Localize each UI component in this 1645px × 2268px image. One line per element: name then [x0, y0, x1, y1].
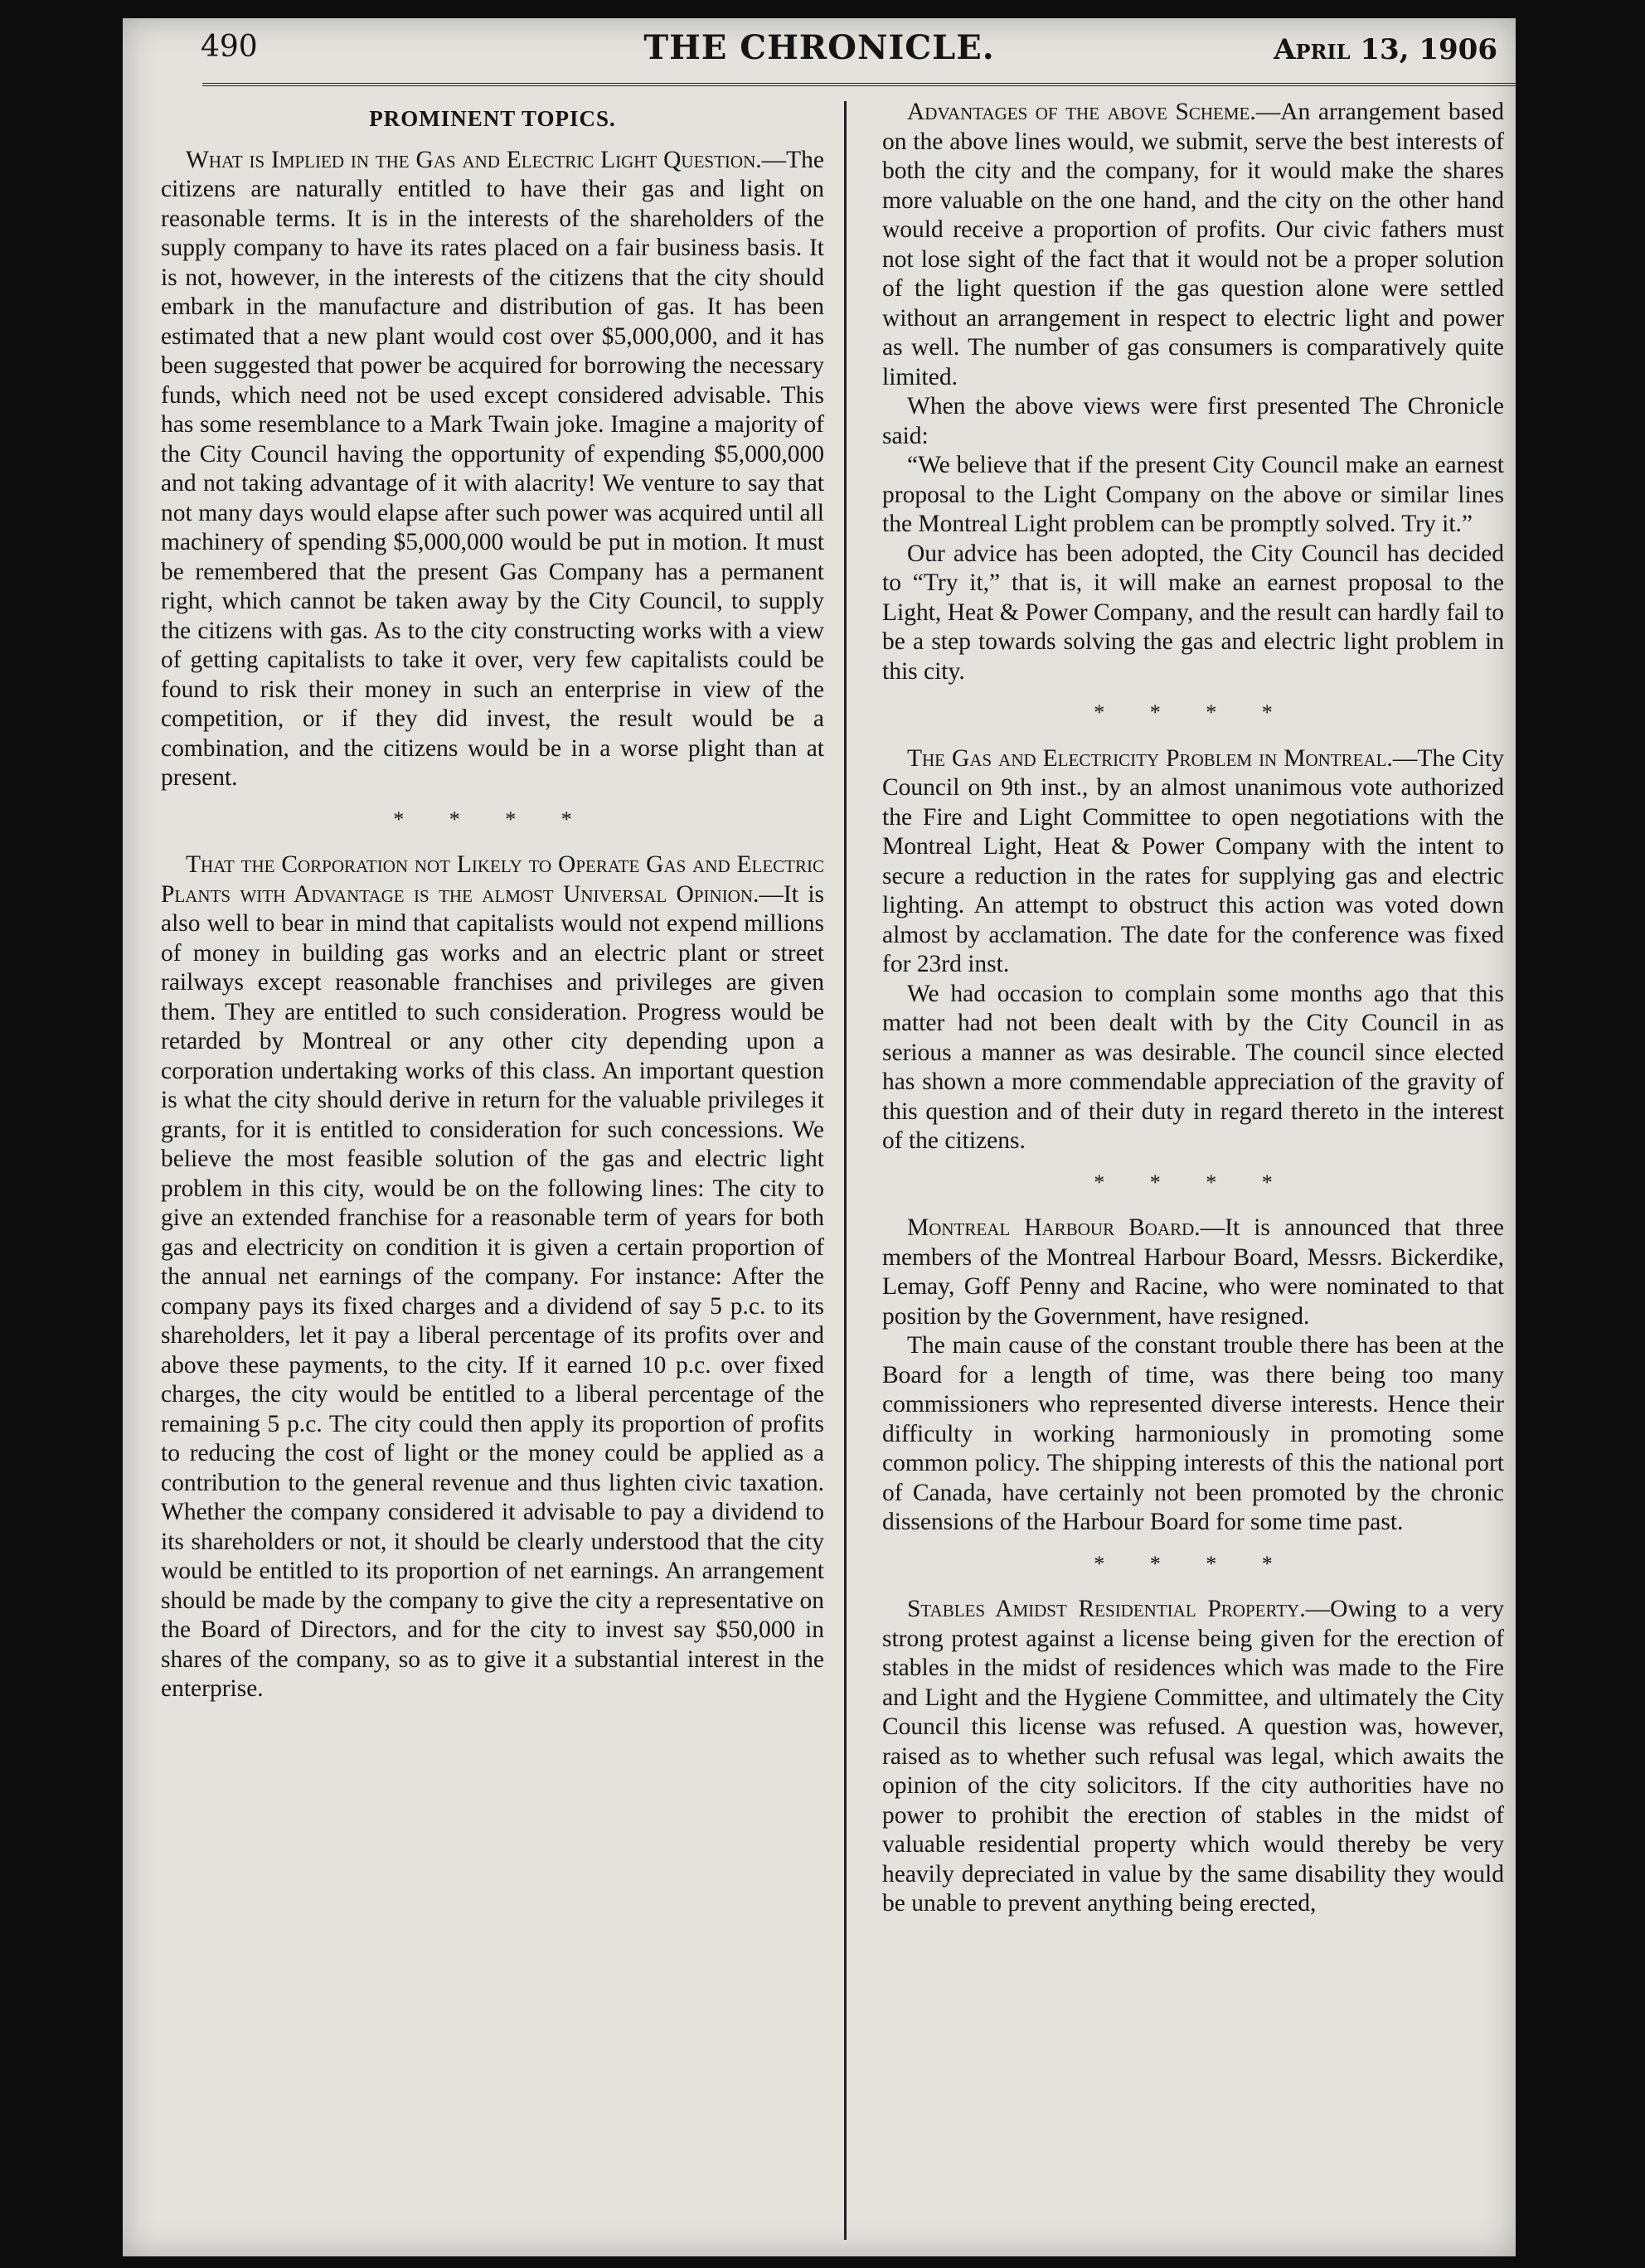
article-advantages-scheme — [882, 98, 1504, 392]
article-quote: “We believe that if the present City Council make an earnest proposal to the Light Company on the above or similar lines the Montreal Light problem can be promptly solved. Try it.” — [882, 452, 1504, 537]
article-body: —An arrangement based on the above lines would, we submit, serve the best interests of both the city and the company, for it would make the shares more valuable on the one hand, and the city on the other hand would receive a proportion of profits. Our civic fathers must not lose sight of the fact that it would not be a proper solution of the light question if the gas question alone were settled without an arrangement in respect to electric light and power as well. The number of gas consumers is comparatively quite limited. — [882, 99, 1504, 390]
article-paragraph: The main cause of the constant trouble there has been at the Board for a length of time, was there being too many commissioners who represented diverse interests. Hence their difficulty in working harmoniously in promoting some common policy. The shipping interests of this the national port of Canada, have certainly not been promoted by the chronic dissensions of the Harbour Board for some time past. — [882, 1332, 1504, 1535]
article-paragraph: We had occasion to complain some months ago that this matter had not been dealt with by the City Council in as serious a manner as was desirable. The council since elected has shown a more commendable appreciation of the gravity of this question and of their duty in regard thereto in the interest of the citizens. — [882, 980, 1504, 1154]
article-body: —It is also well to bear in mind that capitalists would not expend millions of money in building gas works and an electric plant or street railways except reasonable franchises and privileges are given them. They are entitled to such consideration. Progress would be retarded by Montreal or any other city depending upon a corporation undertaking works of this class. An important question is what the city should derive in return for the valuable privileges it grants, for it is entitled to consideration for such concessions. We believe the most feasible solution of the gas and electric light problem in this city, would be on the following lines: The city to give an extended franchise for a reasonable term of years for both gas and electricity on condition it is given a certain proportion of the annual net earnings of the company. For instance: After the company pays its fixed charges and a dividend of say 5 p.c. to its shareholders, let it pay a liberal percentage of its profits over and above these payments, to the city. If it earned 10 p.c. over fixed charges, the city would be entitled to a liberal percentage of the remaining 5 p.c. The city could then apply its proportion of profits to reducing the cost of light or the money could be applied as a contribution to the general revenue and thus lighten civic taxation. Whether the company considered it advisable to pay a dividend to its shareholders or not, it should be clearly understood that the city would be entitled to its proportion of net earnings. An arrangement should be made by the company to give the city a representative on the Board of Directors, and for the city to invest say $50,000 in shares of the company, so as to give it a substantial interest in the enterprise. — [161, 880, 824, 1702]
article-lead: What is Implied in the Gas and Electric Light Question. — [186, 146, 762, 173]
section-separator: * * * * — [1094, 700, 1293, 724]
right-column — [882, 98, 1504, 1919]
article-stables — [882, 1595, 1504, 1919]
article-body: —The citizens are naturally entitled to have their gas and light on reasonable terms. It is in the interests of the shareholders of the supply company to have its rates placed on a fair business basis. It is not, however, in the interests of the citizens that the city should embark in the manufacture and distribution of gas. It has been estimated that a new plant would cost over $5,000,000, and it has been suggested that power be acquired for borrowing the necessary funds, which need not be used except considered advisable. This has some resemblance to a Mark Twain joke. Imagine a majority of the City Council having the opportunity of expending $5,000,000 and not taking advantage of it with alacrity! We venture to say that not many days would elapse after such power was acquired until all machinery of spending $5,000,000 would be put in motion. It must be remembered that the present Gas Company has a permanent right, which cannot be taken away by the City Council, to supply the citizens with gas. As to the city constructing works with a view of getting capitalists to take it over, very few capitalists could be found to risk their money in such an enterprise in view of the competition, or if they did invest, the result would be a combination, and the citizens would be in a worse plight than at present. — [161, 146, 824, 791]
section-separator: * * * * — [1094, 1551, 1293, 1576]
publication-title: THE CHRONICLE. — [643, 28, 995, 67]
article-lead: Advantages of the above Scheme. — [907, 99, 1256, 125]
article-gas-electricity-montreal — [882, 744, 1504, 980]
column-divider — [844, 101, 847, 2240]
page-header — [123, 18, 1516, 85]
article-lead: Montreal Harbour Board. — [907, 1214, 1201, 1241]
article-body: —It is announced that three members of the Montreal Harbour Board, Messrs. Bickerdike, Lemay, Goff Penny and Racine, who were nominated to that position by the Government, have resigned. — [882, 1214, 1504, 1330]
article-paragraph: Our advice has been adopted, the City Council has decided to “Try it,” that is, it will make an earnest proposal to the Light, Heat & Power Company, and the result can hardly fail to be a step towards solving the gas and electric light problem in this city. — [882, 540, 1504, 685]
section-separator: * * * * — [393, 807, 592, 831]
article-lead: That the Corporation not Likely to Operate Gas and Electric Plants with Advantage is the almost Universal Opinion. — [161, 851, 824, 908]
section-separator: * * * * — [1094, 1170, 1293, 1195]
article-lead: The Gas and Electricity Problem in Montreal. — [907, 744, 1393, 772]
article-body: —Owing to a very strong protest against a license being given for the erection of stables in the midst of residences which was made to the Fire and Light and the Hygiene Committee, and ultimately the City Council this license was refused. A question was, however, raised as to whether such refusal was legal, which awaits the opinion of the city solicitors. If the city authorities have no power to prohibit the erection of stables in the midst of valuable residential property which would thereby be very heavily depreciated in value by the same disability they would be unable to prevent anything being erected, — [882, 1596, 1504, 1917]
section-title: PROMINENT TOPICS. — [369, 106, 616, 131]
issue-date: April 13, 1906 — [1274, 33, 1497, 66]
header-rule — [202, 83, 1516, 86]
article-harbour-board — [882, 1214, 1504, 1331]
left-column — [161, 98, 824, 1704]
article-gas-electric-question — [161, 146, 824, 793]
article-corporation-opinion — [161, 850, 824, 1704]
newspaper-page — [123, 18, 1516, 2256]
article-body: —The City Council on 9th inst., by an almost unanimous vote authorized the Fire and Light Committee to open negotiations with the Montreal Light, Heat & Power Company with the intent to secure a reduction in the rates for supplying gas and electric lighting. An attempt to obstruct this action was voted down almost by acclamation. The date for the conference was fixed for 23rd inst. — [882, 744, 1504, 977]
article-paragraph: When the above views were first presented The Chronicle said: — [882, 393, 1504, 449]
page-number: 490 — [201, 30, 258, 64]
article-lead: Stables Amidst Residential Property. — [907, 1596, 1306, 1622]
